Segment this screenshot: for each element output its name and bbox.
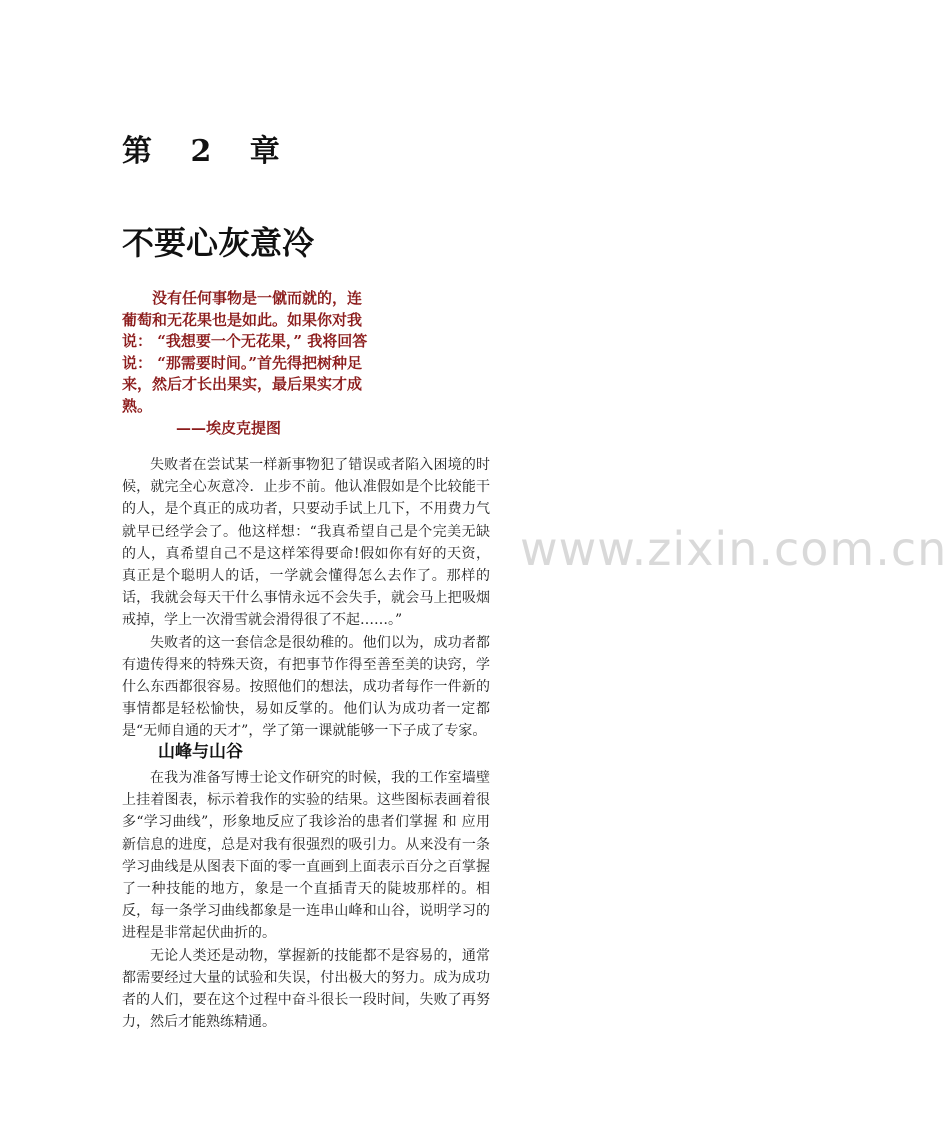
paragraph: 在我为准备写博士论文作研究的时候，我的工作室墙壁上挂着图表，标示着我作的实验的结果。这些图标表画着很多“学习曲线”，形象地反应了我诊治的患者们掌握 和 应用新信息的进度，总是对我有很强烈的吸引力。从来没有一条学习曲线是从图表下面的零一直画到上面表示百分之百掌握了一种技能的地方，象是一个直插青天的陡坡那样的。相反，每一条学习曲线都象是一连串山峰和山谷，说明学习的进程是非常起伏曲折的。 — [122, 770, 490, 942]
epigraph-attribution: ——埃皮克提图 — [176, 418, 282, 437]
paragraph: 失败者的这一套信念是很幼稚的。他们以为，成功者都有遗传得来的特殊天资，有把事节作得至善至美的诀窍，学什么东西都很容易。按照他们的想法，成功者每作一件新的事情都是轻松愉快，易如反掌的。他们认为成功者一定都是“无师自通的天才”，学了第一课就能够一下子成了专家。 — [122, 634, 490, 740]
paragraph: 无论人类还是动物，掌握新的技能都不是容易的，通常都需要经过大量的试验和失误，付出极大的努力。成为成功者的人们，要在这个过程中奋斗很长一段时间，失败了再努力，然后才能熟练精通。 — [122, 947, 490, 1031]
epigraph-text: 没有任何事物是一僦而就的，连葡萄和无花果也是如此。如果你对我说： “我想要一个无花果，” 我将回答说： “那需要时间。”首先得把树种足来，然后才长出果实，最后果实才成熟。 — [122, 289, 368, 415]
watermark: www.zixin.com.cn — [520, 522, 947, 576]
epigraph — [122, 288, 372, 439]
paragraph: 失败者在尝试某一样新事物犯了错误或者陷入困境的时候，就完全心灰意冷．止步不前。他认准假如是个比较能干的人，是个真正的成功者，只要动手试上几下，不用费力气就早已经学会了。他这样想：“我真希望自己是个完美无缺的人，真希望自己不是这样笨得要命!假如你有好的天资，真正是个聪明人的话，一学就会懂得怎么去作了。那样的话，我就会每天干什么事情永远不会失手，就会马上把吸烟戒掉，学上一次滑雪就会滑得很了不起……。” — [122, 457, 490, 629]
section2-body — [122, 767, 490, 1033]
chapter-title: 不要心灰意冷 — [122, 224, 315, 262]
chapter-number: 第 2 章 — [122, 134, 282, 169]
section-heading: 山峰与山谷 — [158, 742, 243, 762]
section1-body — [122, 454, 490, 743]
